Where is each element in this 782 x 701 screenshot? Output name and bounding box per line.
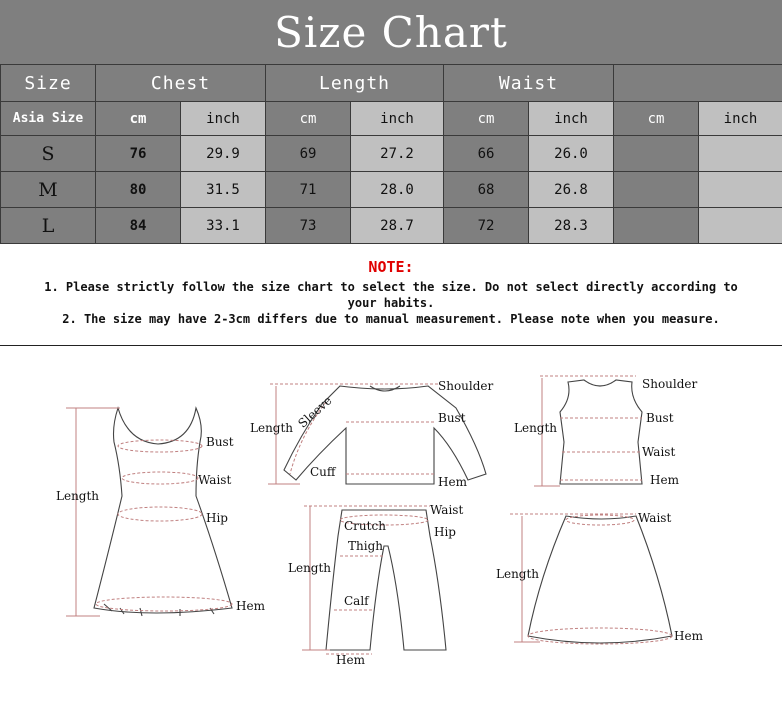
dress-bust-mark [118,440,202,452]
pants-waist-label: Waist [430,503,464,517]
dress-hem-label: Hem [236,599,265,613]
unit-asia-size: Asia Size [1,102,96,136]
unit-cell: cm [614,102,699,136]
table-row [1,208,782,244]
skirt-outline [528,516,672,643]
size-table [0,64,782,244]
header-chest: Chest [96,65,266,102]
top-hem-label: Hem [438,475,467,489]
value-cell [614,136,699,172]
pants-crutch-label: Crutch [344,519,386,533]
value-cell: 73 [266,208,351,244]
chart-title: Size Chart [0,0,782,64]
vest-outline [560,380,642,484]
note-line-2: 2. The size may have 2-3cm differs due to manual measurement. Please note when you measure. [62,312,720,326]
dress-waist-label: Waist [198,473,232,487]
dress-hem-mark [96,597,232,611]
note-block [0,258,782,327]
sleeve-top-diagram [250,379,494,489]
header-extra [614,65,782,102]
vest-shoulder-label: Shoulder [642,377,698,391]
value-cell: 71 [266,172,351,208]
pants-thigh-label: Thigh [348,539,383,553]
measurement-diagrams [0,346,782,701]
header-size: Size [1,65,96,102]
skirt-hem-mark [528,628,672,644]
value-cell: 84 [96,208,181,244]
unit-cell: inch [351,102,444,136]
vest-bust-label: Bust [646,411,674,425]
header-waist: Waist [444,65,614,102]
note-line-1-continued: your habits. [347,296,435,310]
value-cell: 80 [96,172,181,208]
size-cell: M [1,172,96,208]
skirt-waist-label: Waist [638,511,672,525]
dress-waist-mark [122,472,198,484]
value-cell: 66 [444,136,529,172]
size-cell: S [1,136,96,172]
unit-cell: inch [181,102,266,136]
value-cell: 27.2 [351,136,444,172]
vest-length-label: Length [514,421,558,435]
size-cell: L [1,208,96,244]
value-cell [699,208,782,244]
value-cell: 28.7 [351,208,444,244]
vest-hem-label: Hem [650,473,679,487]
vest-diagram [514,376,698,487]
value-cell [614,208,699,244]
table-unit-row [1,102,782,136]
table-row [1,172,782,208]
value-cell: 68 [444,172,529,208]
vest-waist-label: Waist [642,445,676,459]
pants-hem-label: Hem [336,653,365,667]
value-cell [699,172,782,208]
unit-cell: cm [96,102,181,136]
top-bust-label: Bust [438,411,466,425]
top-length-label: Length [250,421,294,435]
unit-cell: cm [266,102,351,136]
value-cell: 28.3 [529,208,614,244]
value-cell: 69 [266,136,351,172]
top-sleeve-label: Sleeve [295,393,335,431]
value-cell: 72 [444,208,529,244]
value-cell: 29.9 [181,136,266,172]
dress-hip-mark [118,507,202,521]
skirt-waist-mark [566,515,634,525]
skirt-hem-label: Hem [674,629,703,643]
header-length: Length [266,65,444,102]
note-title: NOTE: [368,258,414,276]
note-line-1: 1. Please strictly follow the size chart to select the size. Do not select directly according to [44,280,738,294]
top-cuff-label: Cuff [310,465,336,479]
value-cell: 31.5 [181,172,266,208]
top-shoulder-label: Shoulder [438,379,494,393]
pants-hip-label: Hip [434,525,456,539]
pants-diagram [288,503,463,667]
dress-diagram [56,408,266,616]
dress-length-label: Length [56,489,100,503]
value-cell: 26.8 [529,172,614,208]
value-cell: 26.0 [529,136,614,172]
value-cell: 28.0 [351,172,444,208]
unit-cell: inch [529,102,614,136]
value-cell [614,172,699,208]
pants-length-label: Length [288,561,332,575]
skirt-diagram [496,511,704,644]
unit-cell: inch [699,102,782,136]
dress-hip-label: Hip [206,511,228,525]
table-row [1,136,782,172]
table-header-row [1,65,782,102]
unit-cell: cm [444,102,529,136]
pants-calf-label: Calf [344,594,369,608]
dress-bust-label: Bust [206,435,234,449]
value-cell [699,136,782,172]
value-cell: 76 [96,136,181,172]
value-cell: 33.1 [181,208,266,244]
skirt-length-label: Length [496,567,540,581]
